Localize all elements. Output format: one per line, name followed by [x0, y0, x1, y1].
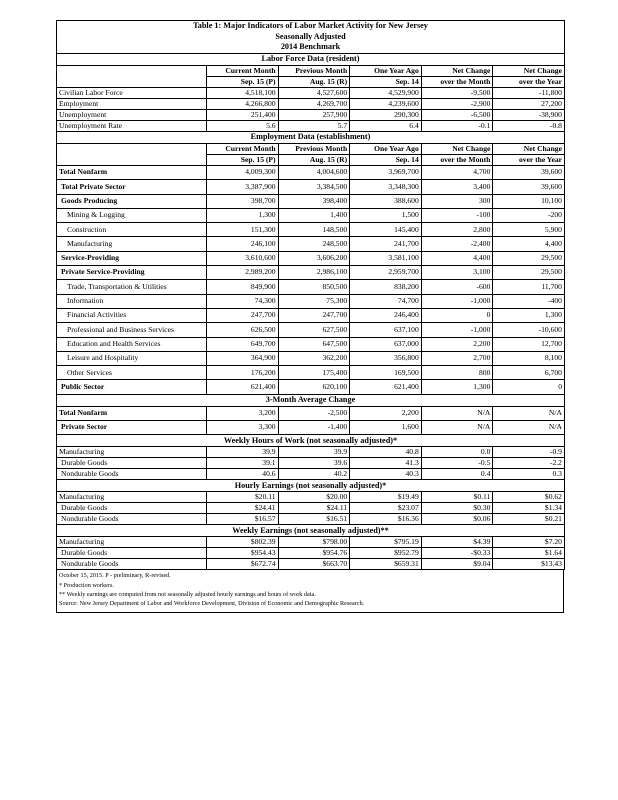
cell-value: $795.19	[350, 537, 422, 548]
row-label: Goods Producing	[57, 194, 207, 208]
cell-value: 3,200	[207, 406, 279, 420]
cell-value: 27,200	[493, 99, 565, 110]
column-header: over the Month	[421, 77, 493, 88]
table-row	[57, 194, 565, 208]
row-label: Leisure and Hospitality	[57, 351, 207, 365]
table-subtitle: Seasonally Adjusted	[275, 31, 346, 41]
section-title: 3-Month Average Change	[57, 394, 565, 406]
cell-value: $7.20	[493, 537, 565, 548]
cell-value: 29,500	[493, 251, 565, 265]
table-row	[57, 366, 565, 380]
column-header-row	[57, 144, 565, 155]
cell-value: $1.64	[493, 548, 565, 559]
cell-value: -6,500	[421, 110, 493, 121]
column-header: Aug. 15 (R)	[278, 77, 350, 88]
cell-value: 800	[421, 366, 493, 380]
cell-value: 74,700	[350, 294, 422, 308]
cell-value: 364,900	[207, 351, 279, 365]
header-spacer	[57, 155, 207, 166]
cell-value: $20.00	[278, 492, 350, 503]
column-header: Aug. 15 (R)	[278, 155, 350, 166]
cell-value: $0.62	[493, 492, 565, 503]
table-row	[57, 458, 565, 469]
cell-value: 388,600	[350, 194, 422, 208]
cell-value: 2,989,200	[207, 266, 279, 280]
cell-value: -200	[493, 208, 565, 222]
cell-value: -10,600	[493, 323, 565, 337]
row-label: Mining & Logging	[57, 208, 207, 222]
cell-value: 627,500	[278, 323, 350, 337]
cell-value: -2.2	[493, 458, 565, 469]
cell-value: N/A	[421, 421, 493, 435]
cell-value: 4,269,700	[278, 99, 350, 110]
cell-value: $4.39	[421, 537, 493, 548]
column-header: over the Month	[421, 155, 493, 166]
cell-value: $24.41	[207, 503, 279, 514]
cell-value: $20.11	[207, 492, 279, 503]
row-label: Unemployment Rate	[57, 121, 207, 132]
cell-value: -2,900	[421, 99, 493, 110]
table-row	[57, 503, 565, 514]
table-row	[57, 223, 565, 237]
column-header: Current Month	[207, 144, 279, 155]
cell-value: $19.49	[350, 492, 422, 503]
table-row	[57, 406, 565, 420]
cell-value: -9,500	[421, 88, 493, 99]
cell-value: 241,700	[350, 237, 422, 251]
cell-value: 4,527,600	[278, 88, 350, 99]
cell-value: 290,300	[350, 110, 422, 121]
cell-value: 2,800	[421, 223, 493, 237]
cell-value: 246,100	[207, 237, 279, 251]
cell-value: 3,969,700	[350, 166, 422, 180]
header-spacer	[57, 66, 207, 77]
cell-value: 251,400	[207, 110, 279, 121]
cell-value: $24.11	[278, 503, 350, 514]
cell-value: 637,100	[350, 323, 422, 337]
column-header: Previous Month	[278, 66, 350, 77]
cell-value: 0.4	[421, 469, 493, 480]
table-row	[57, 180, 565, 194]
cell-value: 4,004,600	[278, 166, 350, 180]
row-label: Manufacturing	[57, 492, 207, 503]
table-row	[57, 266, 565, 280]
cell-value: $663.70	[278, 559, 350, 570]
section-title: Hourly Earnings (not seasonally adjusted)*	[57, 480, 565, 492]
cell-value: 145,400	[350, 223, 422, 237]
row-label: Total Nonfarm	[57, 166, 207, 180]
labor-market-table	[56, 20, 565, 570]
cell-value: 5.7	[278, 121, 350, 132]
cell-value: 300	[421, 194, 493, 208]
cell-value: 10,100	[493, 194, 565, 208]
section-title: Weekly Hours of Work (not seasonally adjusted)*	[57, 435, 565, 447]
cell-value: $1.34	[493, 503, 565, 514]
cell-value: -400	[493, 294, 565, 308]
table-row	[57, 447, 565, 458]
table-row	[57, 99, 565, 110]
cell-value: -0.1	[421, 121, 493, 132]
section-header	[57, 525, 565, 537]
column-header: Sep. 15 (P)	[207, 155, 279, 166]
row-label: Private Sector	[57, 421, 207, 435]
cell-value: 2,700	[421, 351, 493, 365]
row-label: Nondurable Goods	[57, 469, 207, 480]
cell-value: 4,400	[493, 237, 565, 251]
cell-value: $954.43	[207, 548, 279, 559]
labor-market-table-sheet	[56, 20, 564, 613]
column-header: Sep. 15 (P)	[207, 77, 279, 88]
cell-value: -0.8	[493, 121, 565, 132]
column-header: Net Change	[421, 144, 493, 155]
cell-value: 40.2	[278, 469, 350, 480]
cell-value: -11,800	[493, 88, 565, 99]
cell-value: 39.9	[207, 447, 279, 458]
cell-value: 148,500	[278, 223, 350, 237]
table-row	[57, 337, 565, 351]
footnote-weekly-earnings: ** Weekly earnings are computed from not seasonally adjusted hourly earnings and hours of work data.	[59, 590, 316, 598]
cell-value: 2,959,700	[350, 266, 422, 280]
cell-value: 3,387,900	[207, 180, 279, 194]
table-benchmark: 2014 Benchmark	[280, 42, 341, 52]
cell-value: -2,400	[421, 237, 493, 251]
cell-value: 39.9	[278, 447, 350, 458]
table-row	[57, 208, 565, 222]
footnote-source: Source: New Jersey Department of Labor and Workforce Development, Division of Economic and Demographic Research.	[59, 599, 365, 607]
cell-value: 247,700	[278, 308, 350, 322]
section-header	[57, 394, 565, 406]
cell-value: 3,300	[207, 421, 279, 435]
cell-value: 151,300	[207, 223, 279, 237]
cell-value: 1,400	[278, 208, 350, 222]
table-row	[57, 469, 565, 480]
cell-value: $9.04	[421, 559, 493, 570]
cell-value: 5.6	[207, 121, 279, 132]
cell-value: -0.9	[493, 447, 565, 458]
cell-value: $16.36	[350, 514, 422, 525]
cell-value: 40.6	[207, 469, 279, 480]
cell-value: N/A	[493, 406, 565, 420]
cell-value: -38,900	[493, 110, 565, 121]
row-label: Construction	[57, 223, 207, 237]
cell-value: 649,700	[207, 337, 279, 351]
table-row	[57, 514, 565, 525]
cell-value: 3,348,300	[350, 180, 422, 194]
cell-value: 248,500	[278, 237, 350, 251]
cell-value: 247,700	[207, 308, 279, 322]
cell-value: 0	[421, 308, 493, 322]
column-header: over the Year	[493, 155, 565, 166]
table-row	[57, 351, 565, 365]
footnote-production: * Production workers.	[59, 581, 114, 589]
cell-value: 621,400	[350, 380, 422, 394]
cell-value: -1,000	[421, 294, 493, 308]
table-row	[57, 166, 565, 180]
cell-value: 0.3	[493, 469, 565, 480]
cell-value: 621,400	[207, 380, 279, 394]
footnote-date: October 15, 2015. P - preliminary, R-revised.	[59, 572, 171, 580]
column-header-row	[57, 77, 565, 88]
cell-value: 169,500	[350, 366, 422, 380]
table-row	[57, 121, 565, 132]
column-header: One Year Ago	[350, 66, 422, 77]
section-title: Weekly Earnings (not seasonally adjusted)**	[57, 525, 565, 537]
table-row	[57, 492, 565, 503]
cell-value: 2,986,100	[278, 266, 350, 280]
cell-value: 1,300	[421, 380, 493, 394]
cell-value: 4,009,300	[207, 166, 279, 180]
cell-value: 39,600	[493, 180, 565, 194]
cell-value: -1,400	[278, 421, 350, 435]
cell-value: -1,000	[421, 323, 493, 337]
column-header-row	[57, 66, 565, 77]
footnotes	[56, 570, 564, 613]
table-row	[57, 237, 565, 251]
row-label: Nondurable Goods	[57, 559, 207, 570]
cell-value: -$0.33	[421, 548, 493, 559]
row-label: Manufacturing	[57, 447, 207, 458]
table-row	[57, 380, 565, 394]
cell-value: 3,384,500	[278, 180, 350, 194]
cell-value: 5,900	[493, 223, 565, 237]
cell-value: 41.3	[350, 458, 422, 469]
column-header: Sep. 14	[350, 77, 422, 88]
cell-value: 11,700	[493, 280, 565, 294]
section-header	[57, 480, 565, 492]
cell-value: 637,000	[350, 337, 422, 351]
cell-value: 620,100	[278, 380, 350, 394]
column-header: over the Year	[493, 77, 565, 88]
row-label: Other Services	[57, 366, 207, 380]
cell-value: $672.74	[207, 559, 279, 570]
cell-value: 29,500	[493, 266, 565, 280]
cell-value: $0.11	[421, 492, 493, 503]
row-label: Manufacturing	[57, 537, 207, 548]
cell-value: 4,529,900	[350, 88, 422, 99]
row-label: Total Private Sector	[57, 180, 207, 194]
table-row	[57, 421, 565, 435]
cell-value: 3,100	[421, 266, 493, 280]
column-header: Sep. 14	[350, 155, 422, 166]
table-row	[57, 537, 565, 548]
cell-value: 39.6	[278, 458, 350, 469]
cell-value: $23.07	[350, 503, 422, 514]
cell-value: 356,800	[350, 351, 422, 365]
cell-value: $802.39	[207, 537, 279, 548]
cell-value: $0.30	[421, 503, 493, 514]
cell-value: $16.51	[278, 514, 350, 525]
cell-value: $954.76	[278, 548, 350, 559]
cell-value: 257,900	[278, 110, 350, 121]
cell-value: 362,200	[278, 351, 350, 365]
table-row	[57, 308, 565, 322]
table-row	[57, 548, 565, 559]
table-row	[57, 323, 565, 337]
table-row	[57, 110, 565, 121]
cell-value: 39.1	[207, 458, 279, 469]
cell-value: $0.06	[421, 514, 493, 525]
cell-value: 4,239,600	[350, 99, 422, 110]
table-row	[57, 294, 565, 308]
cell-value: 398,400	[278, 194, 350, 208]
section-header	[57, 435, 565, 447]
cell-value: 1,300	[207, 208, 279, 222]
cell-value: 4,266,800	[207, 99, 279, 110]
column-header: Current Month	[207, 66, 279, 77]
table-title: Table 1: Major Indicators of Labor Market Activity for New Jersey	[193, 20, 428, 30]
cell-value: 175,400	[278, 366, 350, 380]
cell-value: 2,200	[421, 337, 493, 351]
row-label: Education and Health Services	[57, 337, 207, 351]
cell-value: 176,200	[207, 366, 279, 380]
row-label: Unemployment	[57, 110, 207, 121]
cell-value: 75,300	[278, 294, 350, 308]
cell-value: 4,700	[421, 166, 493, 180]
header-spacer	[57, 77, 207, 88]
row-label: Public Sector	[57, 380, 207, 394]
row-label: Durable Goods	[57, 548, 207, 559]
row-label: Private Service-Providing	[57, 266, 207, 280]
cell-value: $952.79	[350, 548, 422, 559]
table-row	[57, 88, 565, 99]
row-label: Professional and Business Services	[57, 323, 207, 337]
cell-value: 398,700	[207, 194, 279, 208]
column-header: Net Change	[421, 66, 493, 77]
cell-value: 4,400	[421, 251, 493, 265]
column-header: Previous Month	[278, 144, 350, 155]
row-label: Nondurable Goods	[57, 514, 207, 525]
cell-value: 74,300	[207, 294, 279, 308]
cell-value: N/A	[493, 421, 565, 435]
cell-value: 838,200	[350, 280, 422, 294]
cell-value: -0.5	[421, 458, 493, 469]
cell-value: $659.31	[350, 559, 422, 570]
column-header: Net Change	[493, 144, 565, 155]
cell-value: 1,600	[350, 421, 422, 435]
cell-value: -600	[421, 280, 493, 294]
cell-value: 1,300	[493, 308, 565, 322]
cell-value: 647,500	[278, 337, 350, 351]
cell-value: 6,700	[493, 366, 565, 380]
cell-value: 4,518,100	[207, 88, 279, 99]
row-label: Service-Providing	[57, 251, 207, 265]
column-header: Net Change	[493, 66, 565, 77]
cell-value: N/A	[421, 406, 493, 420]
cell-value: -100	[421, 208, 493, 222]
row-label: Financial Activities	[57, 308, 207, 322]
row-label: Trade, Transportation & Utilities	[57, 280, 207, 294]
section-title: Employment Data (establishment)	[57, 132, 565, 144]
row-label: Civilian Labor Force	[57, 88, 207, 99]
column-header-row	[57, 155, 565, 166]
cell-value: 0.0	[421, 447, 493, 458]
section-header	[57, 54, 565, 66]
cell-value: $798.00	[278, 537, 350, 548]
cell-value: -2,500	[278, 406, 350, 420]
row-label: Durable Goods	[57, 503, 207, 514]
cell-value: 246,400	[350, 308, 422, 322]
cell-value: 6.4	[350, 121, 422, 132]
table-row	[57, 280, 565, 294]
section-header	[57, 132, 565, 144]
cell-value: 3,400	[421, 180, 493, 194]
cell-value: 39,600	[493, 166, 565, 180]
cell-value: 626,500	[207, 323, 279, 337]
cell-value: 2,200	[350, 406, 422, 420]
cell-value: 849,900	[207, 280, 279, 294]
row-label: Manufacturing	[57, 237, 207, 251]
row-label: Information	[57, 294, 207, 308]
cell-value: 3,610,600	[207, 251, 279, 265]
cell-value: 0	[493, 380, 565, 394]
row-label: Employment	[57, 99, 207, 110]
cell-value: $16.57	[207, 514, 279, 525]
cell-value: 3,581,100	[350, 251, 422, 265]
cell-value: 40.8	[350, 447, 422, 458]
cell-value: 8,100	[493, 351, 565, 365]
section-title: Labor Force Data (resident)	[57, 54, 565, 66]
header-spacer	[57, 144, 207, 155]
cell-value: 1,500	[350, 208, 422, 222]
cell-value: $13.43	[493, 559, 565, 570]
row-label: Durable Goods	[57, 458, 207, 469]
row-label: Total Nonfarm	[57, 406, 207, 420]
cell-value: 850,500	[278, 280, 350, 294]
table-row	[57, 559, 565, 570]
cell-value: 3,606,200	[278, 251, 350, 265]
cell-value: $0.21	[493, 514, 565, 525]
column-header: One Year Ago	[350, 144, 422, 155]
table-row	[57, 251, 565, 265]
cell-value: 12,700	[493, 337, 565, 351]
cell-value: 40.3	[350, 469, 422, 480]
